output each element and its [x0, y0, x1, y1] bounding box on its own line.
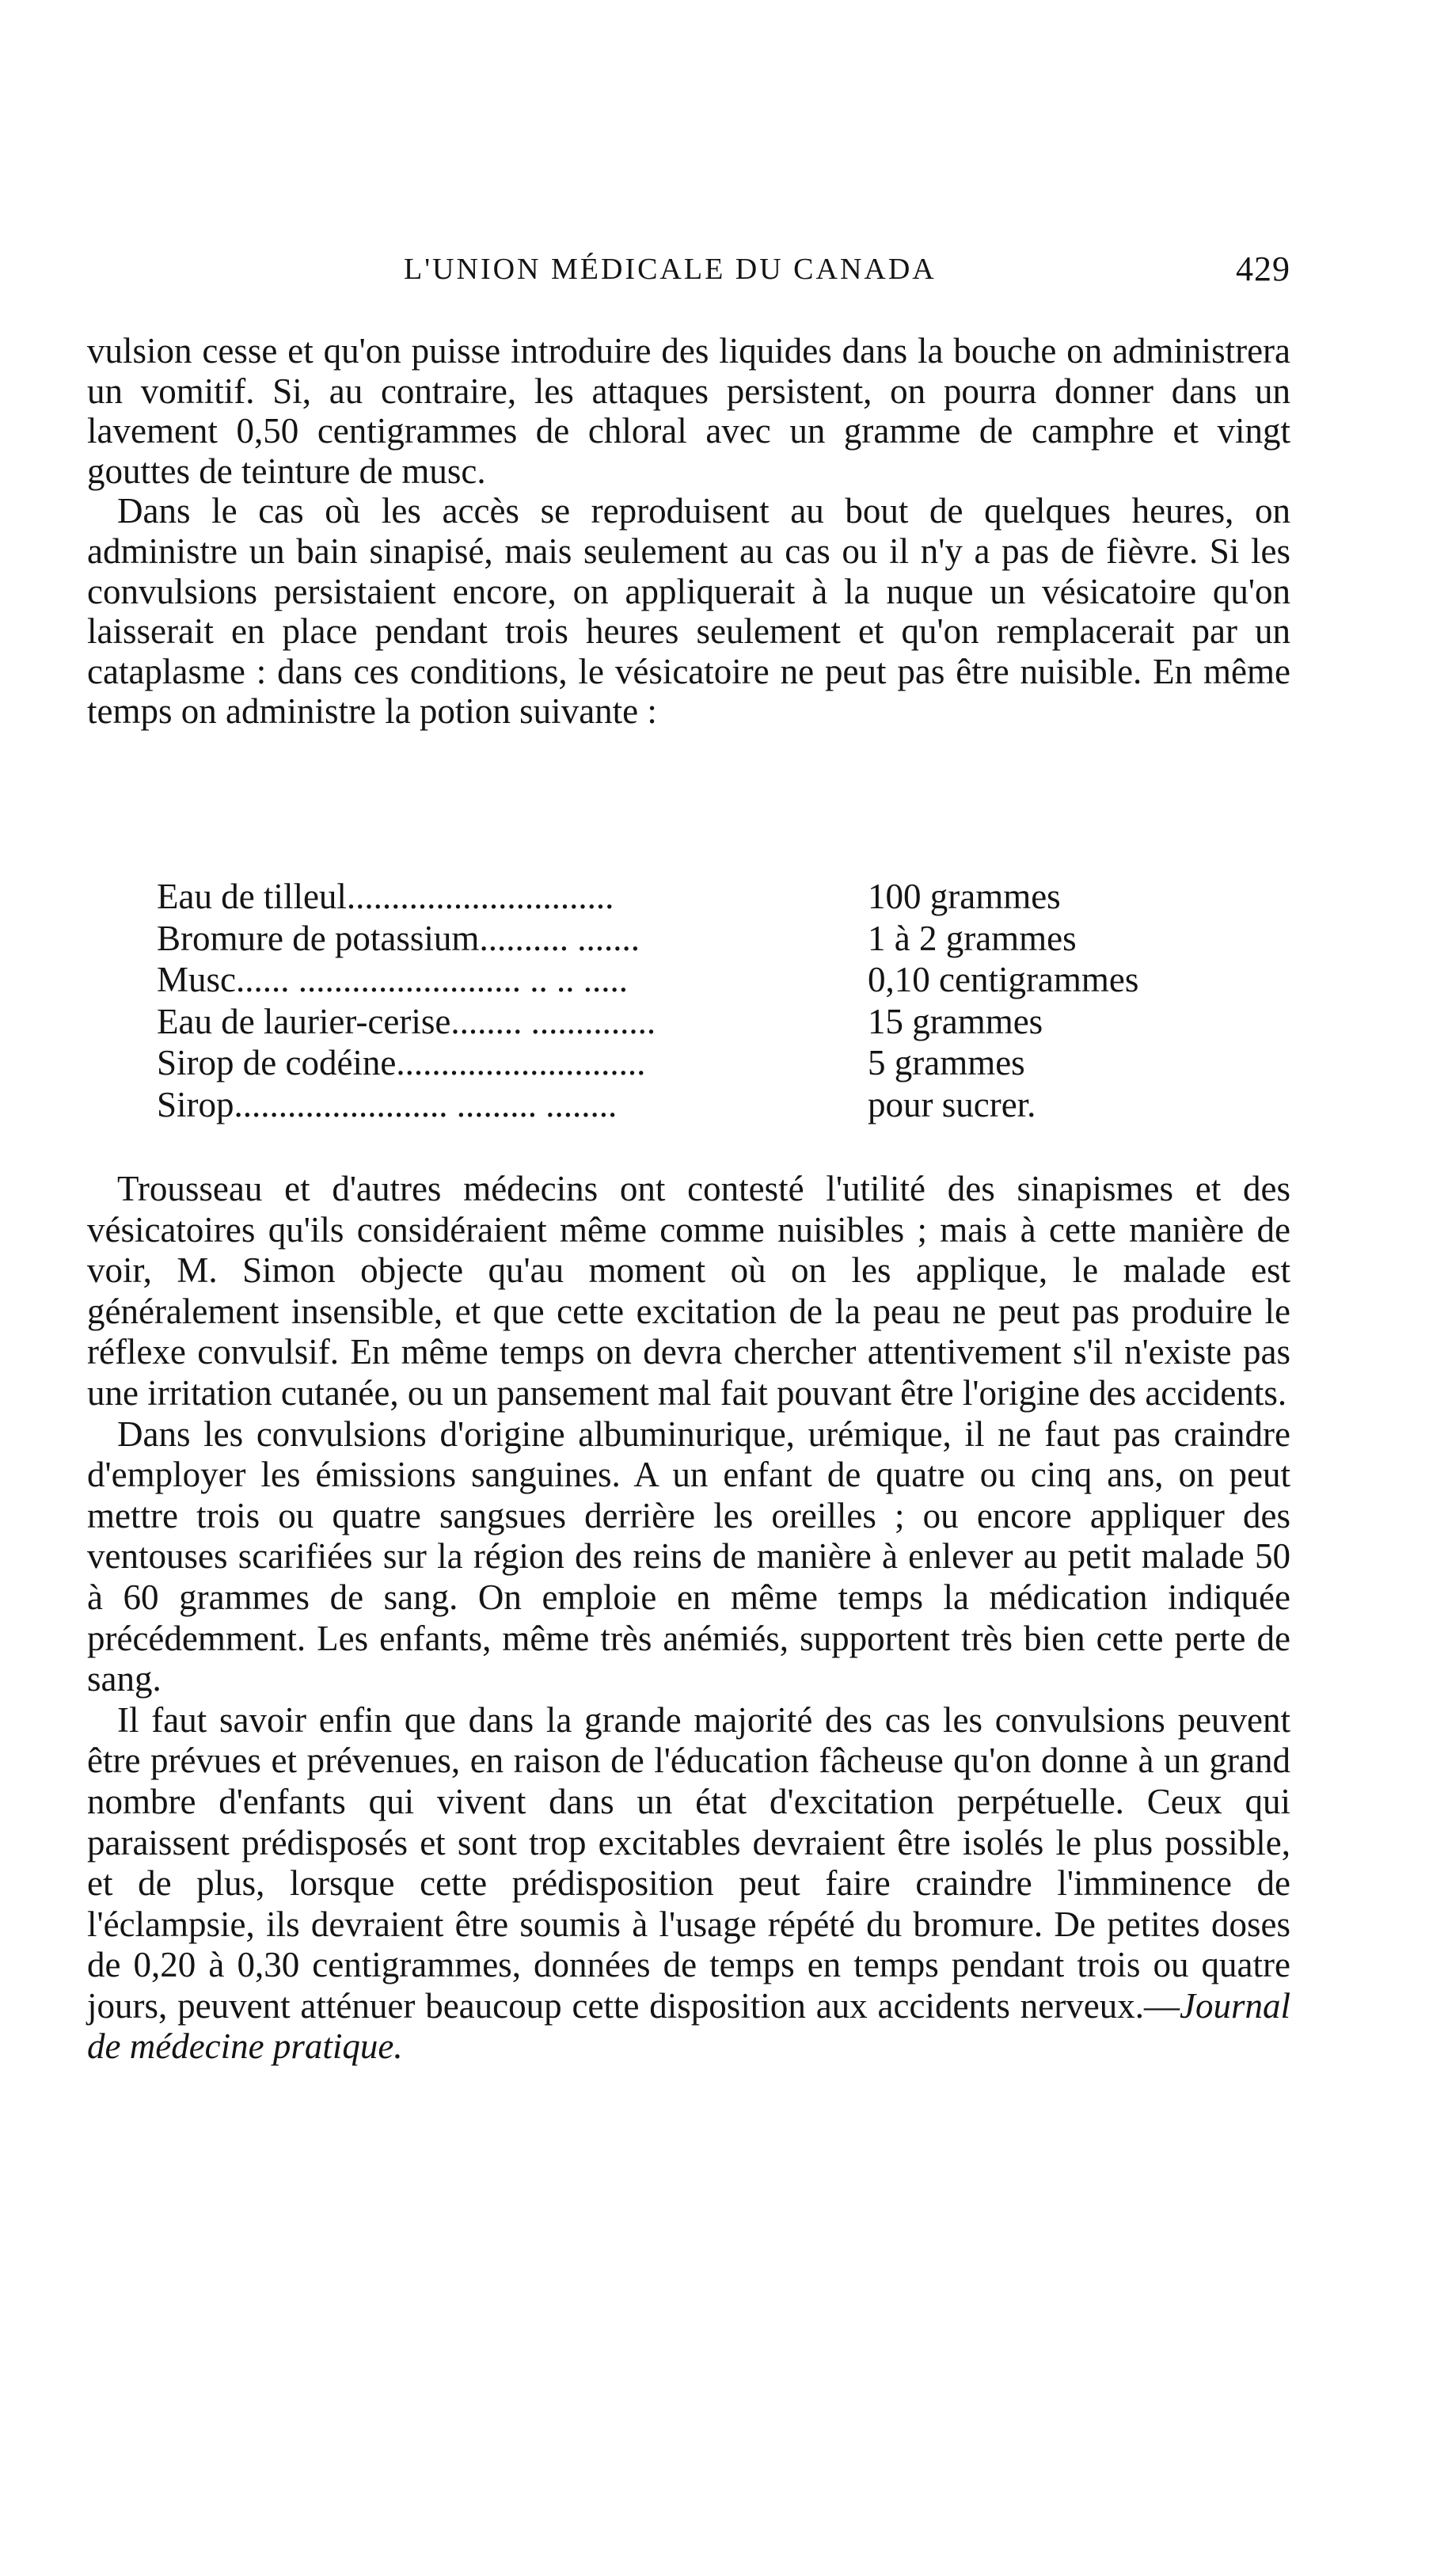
running-title: L'UNION MÉDICALE DU CANADA	[404, 253, 937, 286]
body-text-bottom	[87, 1169, 1290, 2068]
page-number: 429	[1236, 249, 1290, 288]
source-citation: Journal de médecine pratique.	[87, 1985, 1290, 2067]
paragraph: Dans le cas où les accès se reproduisent au bout de quelques heures, on administre un bain sinapisé, mais seulement au cas ou il n'y a pas de fièvre. Si les convulsions persistaient encore, on appliquerait à la nuque un vésicatoire qu'on laisserait en place pendant trois heures seulement et qu'on remplacerait par un cataplasme : dans ces conditions, le vésicatoire ne peut pas être nuisible. En même temps on administre la potion suivante :	[87, 491, 1290, 732]
prescription-row	[157, 1001, 1249, 1043]
prescription-row	[157, 1084, 1249, 1126]
prescription-list	[157, 876, 1249, 1125]
paragraph: Trousseau et d'autres médecins ont contesté l'utilité des sinapismes et des vésicatoires qu'ils considéraient même comme nuisibles ; mais à cette manière de voir, M. Simon objecte qu'au moment où on les applique, le malade est généralement insensible, et que cette excitation de la peau ne peut pas produire le réflexe convulsif. En même temps on devra chercher attentivement s'il n'existe pas une irritation cutanée, ou un pansement mal fait pouvant être l'origine des accidents.	[87, 1169, 1290, 1413]
paragraph	[87, 1700, 1290, 2068]
ingredient-dose: 5 grammes	[868, 1043, 1025, 1083]
prescription-row	[157, 918, 1249, 960]
body-text-top	[87, 331, 1290, 732]
ingredient-name: Sirop........................ ......... ........	[157, 1084, 618, 1124]
ingredient-dose: pour sucrer.	[868, 1084, 1036, 1124]
ingredient-dose: 1 à 2 grammes	[868, 918, 1077, 958]
prescription-row	[157, 876, 1249, 918]
page-header	[87, 249, 1290, 299]
paragraph-text: Il faut savoir enfin que dans la grande majorité des cas les convulsions peuvent être prévues et prévenues, en raison de l'éducation fâcheuse qu'on donne à un grand nombre d'enfants qui vivent dans un état d'excitation perpétuelle. Ceux qui paraissent prédisposés et sont trop excitables devraient être isolés le plus possible, et de plus, lorsque cette prédisposition peut faire craindre l'imminence de l'éclampsie, ils devraient être soumis à l'usage répété du bromure. De petites doses de 0,20 à 0,30 centigrammes, données de temps en temps pendant trois ou quatre jours, peuvent atténuer beaucoup cette disposition aux accidents nerveux.—	[87, 1699, 1290, 2026]
paragraph: vulsion cesse et qu'on puisse introduire des liquides dans la bouche on administrera un vomitif. Si, au contraire, les attaques persistent, on pourra donner dans un lavement 0,50 centigrammes de chloral avec un gramme de camphre et vingt gouttes de teinture de musc.	[87, 331, 1290, 491]
ingredient-name: Bromure de potassium.......... .......	[157, 918, 640, 958]
ingredient-name: Eau de laurier-cerise........ ..............	[157, 1001, 656, 1041]
paragraph: Dans les convulsions d'origine albuminurique, urémique, il ne faut pas craindre d'employer les émissions sanguines. A un enfant de quatre ou cinq ans, on peut mettre trois ou quatre sangsues derrière les oreilles ; ou encore appliquer des ventouses scarifiées sur la région des reins de manière à enlever au petit malade 50 à 60 grammes de sang. On emploie en même temps la médication indiquée précédemment. Les enfants, même très anémiés, supportent très bien cette perte de sang.	[87, 1414, 1290, 1699]
ingredient-name: Eau de tilleul..............................	[157, 877, 614, 916]
ingredient-name: Sirop de codéine............................	[157, 1043, 646, 1083]
ingredient-dose: 100 grammes	[868, 877, 1061, 916]
document-page	[87, 0, 1290, 2576]
prescription-row	[157, 959, 1249, 1001]
ingredient-dose: 0,10 centigrammes	[868, 960, 1139, 999]
ingredient-name: Musc...... ......................... .. .. .....	[157, 960, 628, 999]
ingredient-dose: 15 grammes	[868, 1001, 1043, 1041]
prescription-row	[157, 1042, 1249, 1084]
